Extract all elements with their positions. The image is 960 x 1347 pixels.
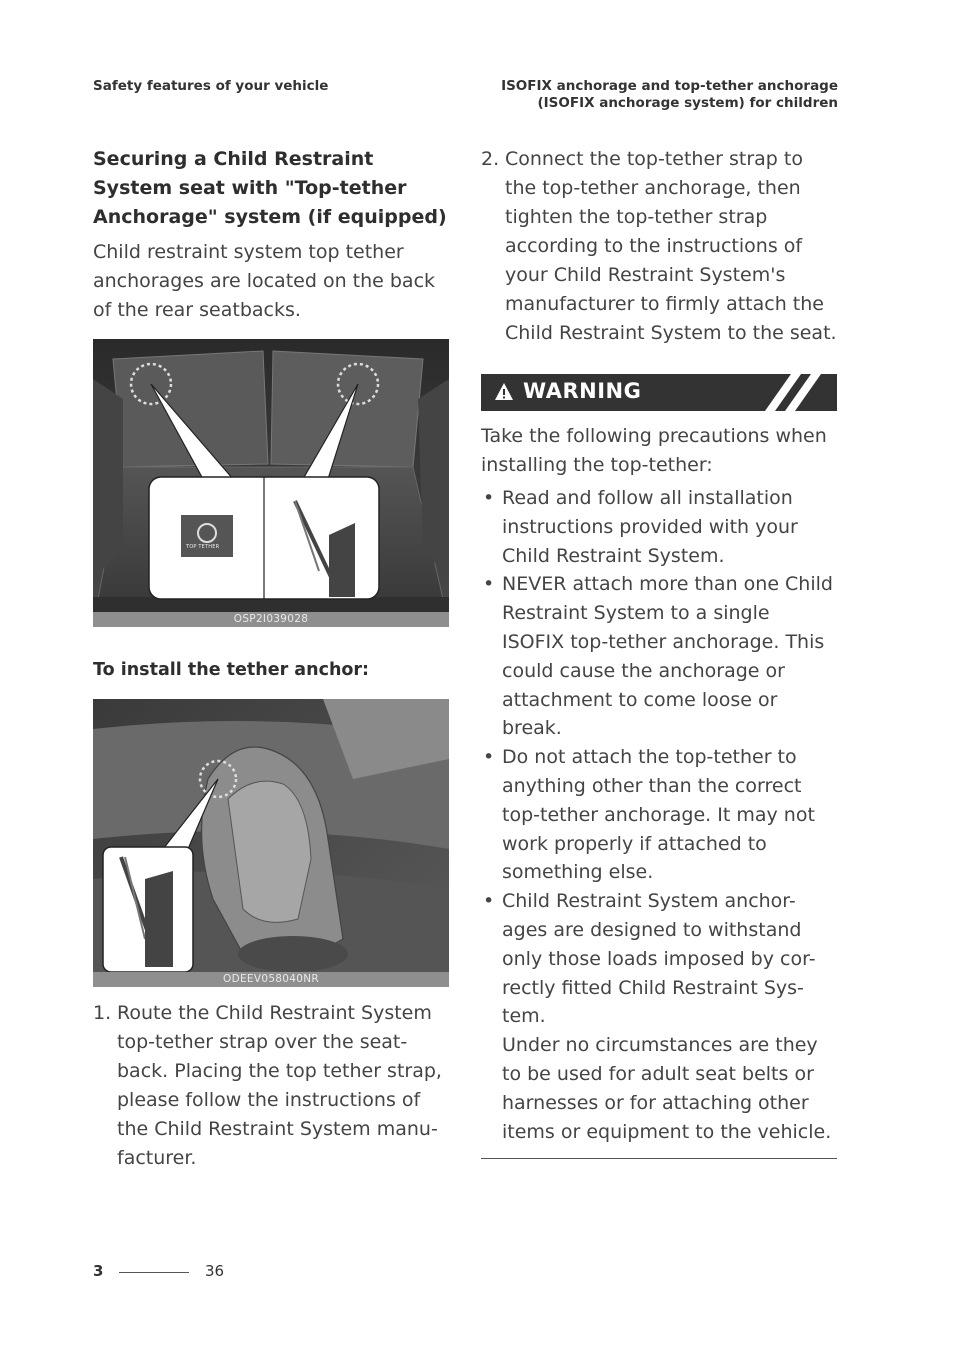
step-1 (93, 999, 449, 1173)
steps-list-right (481, 145, 837, 348)
warning-title: WARNING (523, 379, 642, 403)
chapter-number: 3 (93, 1262, 104, 1280)
warning-stripes (759, 374, 837, 411)
left-column (93, 145, 449, 1173)
steps-list-left (93, 999, 449, 1173)
step-text: Connect the top-tether strap to the top-tether anchorage, then tighten the top-tether strap according to the instructions of your Child Restraint System's manufacturer to firmly attach the Child Restraint System to the seat. (505, 148, 837, 344)
child-seat-illustration (93, 699, 449, 987)
step-text: Route the Child Restraint System top-tether strap over the seat- back. Placing the top tether strap, please follow the instructions of the Child Restraint System manu- facturer. (117, 1002, 442, 1169)
step-number: 2. (481, 148, 500, 170)
page-number: 36 (205, 1262, 225, 1280)
warning-item: • Do not attach the top-tether to anything other than the correct top-tether anchorage. It may not work properly if attached to something else. (483, 746, 815, 884)
warning-item: • NEVER attach more than one Child Restraint System to a single ISOFIX top-tether anchorage. This could cause the anchorage or attachment to come loose or break. (483, 573, 833, 740)
warning-item: • Child Restraint System anchor- ages are designed to withstand only those loads imposed by cor- rectly fitted Child Restraint Sys- tem. Under no circumstances are they to be used for adult seat belts or harnesses or for attaching other items or equipment to the vehicle. (481, 887, 837, 1146)
figure-caption: OSP2I039028 (93, 612, 449, 627)
cargo-area-illustration (93, 339, 449, 627)
page-footer (93, 1262, 225, 1280)
section-intro: Child restraint system top tether anchorages are located on the back of the rear seatbacks. (93, 241, 436, 321)
step-2 (481, 145, 837, 348)
right-column (481, 145, 837, 1159)
warning-end-rule (481, 1158, 837, 1159)
running-header-right (501, 78, 838, 112)
figure-caption: ODEEV058040NR (93, 972, 449, 987)
warning-item-text: NEVER attach more than one Child Restraint System to a single ISOFIX top-tether anchorage. This could cause the anchorage or attachment to come loose or break. (502, 573, 833, 740)
warning-intro: Take the following precautions when installing the top-tether: (481, 425, 827, 476)
running-header-right-line1: ISOFIX anchorage and top-tether anchorage (501, 78, 838, 94)
warning-item-text: Child Restraint System anchor- ages are designed to withstand only those loads imposed by cor- rectly fitted Child Restraint Sys- tem. (502, 890, 816, 1028)
inset-label: TOP TETHER (186, 544, 220, 550)
warning-item-text: Read and follow all installation instructions provided with your Child Restraint System. (502, 487, 798, 567)
figure-child-seat (93, 699, 449, 987)
warning-item-text: Do not attach the top-tether to anything other than the correct top-tether anchorage. It may not work properly if attached to something else. (502, 746, 815, 884)
figure-cargo-area (93, 339, 449, 627)
top-tether-label-plate (181, 515, 233, 557)
warning-triangle-icon (494, 382, 514, 402)
section-title: Securing a Child Restraint System seat with "Top-tether Anchorage" system (if equipped) (93, 148, 447, 228)
warning-list (481, 484, 837, 1146)
warning-item: • Read and follow all installation instructions provided with your Child Restraint System. (483, 487, 798, 567)
footer-rule (119, 1272, 189, 1273)
subheading: To install the tether anchor: (93, 660, 370, 680)
step-number: 1. (93, 1002, 112, 1024)
running-header-left: Safety features of your vehicle (93, 78, 329, 94)
running-header-right-line2: (ISOFIX anchorage system) for children (537, 95, 838, 111)
warning-banner (481, 374, 837, 411)
warning-item-extra: Under no circumstances are they to be used for adult seat belts or harnesses or for attaching other items or equipment to the vehicle. (502, 1034, 832, 1143)
